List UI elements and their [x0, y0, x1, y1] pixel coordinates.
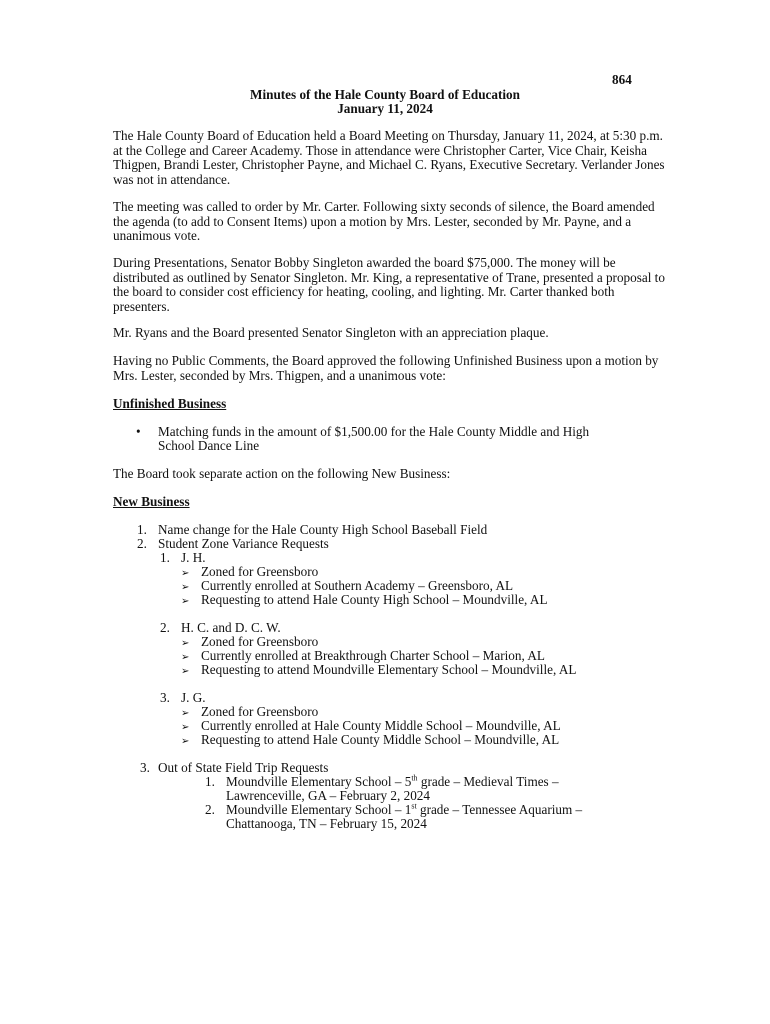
ordinal-suffix: th [411, 773, 418, 783]
zoning-detail: Zoned for Greensboro [201, 704, 319, 719]
unfinished-business-heading: Unfinished Business [113, 396, 227, 411]
document-title: Minutes of the Hale County Board of Education [250, 87, 520, 102]
attendance-paragraph: The Hale County Board of Education held a Board Meeting on Thursday, January 11, 2024, at 5:30 p.m. at the College and Career Academy. Those in attendance were Christopher Carter, Vice Chair, Keisha Thigpen, Brandi Lester, Christopher Payne, and Michael C. Ryans, Executive Secretary. Verlander Jones was not in attendance. [113, 128, 665, 187]
enrollment-detail: Currently enrolled at Breakthrough Charter School – Marion, AL [201, 648, 545, 663]
new-business-item-2: Student Zone Variance Requests [158, 536, 329, 551]
enrollment-detail: Currently enrolled at Southern Academy – Greensboro, AL [201, 578, 514, 593]
student-initials-3: J. G. [181, 690, 206, 705]
bullet-marker: • [136, 424, 141, 439]
page-number: 864 [612, 72, 632, 87]
request-detail: Requesting to attend Hale County Middle School – Moundville, AL [201, 732, 560, 747]
enrollment-detail: Currently enrolled at Hale County Middle School – Moundville, AL [201, 718, 561, 733]
field-trip-1-line2: Lawrenceville, GA – February 2, 2024 [226, 788, 430, 803]
ordinal-suffix: st [411, 801, 417, 811]
list-number: 2. [205, 802, 215, 817]
student-initials-1: J. H. [181, 550, 206, 565]
plaque-paragraph: Mr. Ryans and the Board presented Senator Singleton with an appreciation plaque. [113, 325, 549, 340]
field-trip-2-text: Moundville Elementary School – 1 [226, 802, 412, 817]
unfinished-item-line2: School Dance Line [158, 438, 260, 453]
call-to-order-paragraph: The meeting was called to order by Mr. Carter. Following sixty seconds of silence, the Board amended the agenda (to add to Consent Items) upon a motion by Mrs. Lester, seconded by Mr. Payne, and a unanimous vote. [113, 199, 655, 244]
zoning-detail: Zoned for Greensboro [201, 564, 319, 579]
arrow-bullet-icon: ➢ [181, 638, 190, 649]
list-number: 2. [160, 620, 170, 635]
list-number: 1. [205, 774, 215, 789]
arrow-bullet-icon: ➢ [181, 722, 190, 733]
list-number: 1. [137, 522, 147, 537]
new-business-item-3: Out of State Field Trip Requests [158, 760, 329, 775]
field-trip-2-line2: Chattanooga, TN – February 15, 2024 [226, 816, 427, 831]
field-trip-1-text: Moundville Elementary School – 5 [226, 774, 412, 789]
presentations-paragraph: During Presentations, Senator Bobby Singleton awarded the board $75,000. The money will be distributed as outlined by Senator Singleton. Mr. King, a representative of Trane, presented a proposal to the board to consider cost efficiency for heating, cooling, and lighting. Mr. Carter thanked both presenters. [113, 255, 665, 314]
new-business-intro: The Board took separate action on the following New Business: [113, 466, 451, 481]
new-business-heading: New Business [113, 494, 190, 509]
arrow-bullet-icon: ➢ [181, 666, 190, 677]
unfinished-item-line1: Matching funds in the amount of $1,500.00 for the Hale County Middle and High [158, 424, 590, 439]
new-business-item-1: Name change for the Hale County High School Baseball Field [158, 522, 488, 537]
list-item [181, 663, 576, 680]
list-number: 3. [160, 690, 170, 705]
arrow-bullet-icon: ➢ [181, 582, 190, 593]
request-detail: Requesting to attend Moundville Elementary School – Moundville, AL [201, 662, 577, 677]
student-initials-2: H. C. and D. C. W. [181, 620, 281, 635]
arrow-bullet-icon: ➢ [181, 568, 190, 579]
list-item [181, 733, 559, 750]
arrow-bullet-icon: ➢ [181, 596, 190, 607]
arrow-bullet-icon: ➢ [181, 708, 190, 719]
arrow-bullet-icon: ➢ [181, 652, 190, 663]
list-number: 1. [160, 550, 170, 565]
field-trip-1-text-cont: grade – Medieval Times – [417, 774, 559, 789]
field-trip-2-text-cont: grade – Tennessee Aquarium – [416, 802, 583, 817]
arrow-bullet-icon: ➢ [181, 736, 190, 747]
public-comments-paragraph: Having no Public Comments, the Board approved the following Unfinished Business upon a motion by Mrs. Lester, seconded by Mrs. Thigpen, and a unanimous vote: [113, 353, 659, 383]
request-detail: Requesting to attend Hale County High School – Moundville, AL [201, 592, 548, 607]
zoning-detail: Zoned for Greensboro [201, 634, 319, 649]
meeting-date: January 11, 2024 [337, 101, 433, 116]
list-number: 2. [137, 536, 147, 551]
list-number: 3. [140, 760, 150, 775]
list-item [181, 593, 548, 610]
